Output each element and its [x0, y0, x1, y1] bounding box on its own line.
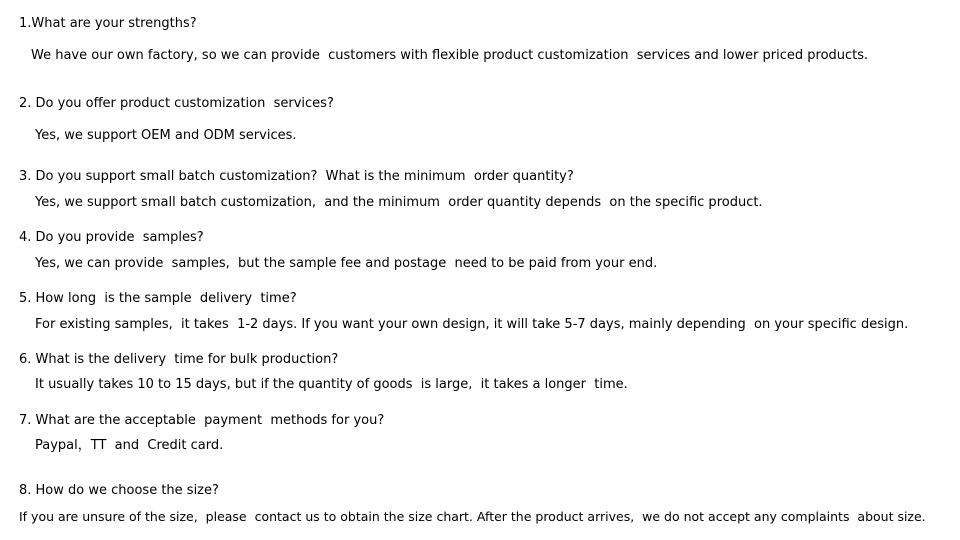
faq-answer-8: If you are unsure of the size, please contact us to obtain the size chart. After the product arrives, we do not accept any complaints about size. [19, 509, 926, 524]
faq-answer-3: Yes, we support small batch customization, and the minimum order quantity depends on the specific product. [35, 195, 763, 210]
faq-question-5: 5. How long is the sample delivery time? [19, 291, 297, 306]
faq-answer-4: Yes, we can provide samples, but the sample fee and postage need to be paid from your end. [35, 256, 658, 271]
faq-answer-5: For existing samples, it takes 1-2 days. If you want your own design, it will take 5-7 days, mainly depending on your specific design. [35, 317, 909, 332]
faq-question-3: 3. Do you support small batch customization? What is the minimum order quantity? [19, 169, 574, 184]
faq-answer-1: We have our own factory, so we can provide customers with flexible product customization services and lower priced products. [31, 48, 869, 63]
faq-question-1: 1.What are your strengths? [19, 16, 197, 31]
faq-question-7: 7. What are the acceptable payment methods for you? [19, 413, 385, 428]
faq-answer-7: Paypal，TT and Credit card. [35, 438, 224, 453]
faq-answer-2: Yes, we support OEM and ODM services. [35, 128, 297, 143]
faq-question-6: 6. What is the delivery time for bulk production? [19, 352, 339, 367]
faq-question-8: 8. How do we choose the size? [19, 483, 219, 498]
faq-question-2: 2. Do you offer product customization services? [19, 96, 334, 111]
faq-question-4: 4. Do you provide samples? [19, 230, 204, 245]
faq-answer-6: It usually takes 10 to 15 days, but if the quantity of goods is large, it takes a longer time. [35, 377, 628, 392]
